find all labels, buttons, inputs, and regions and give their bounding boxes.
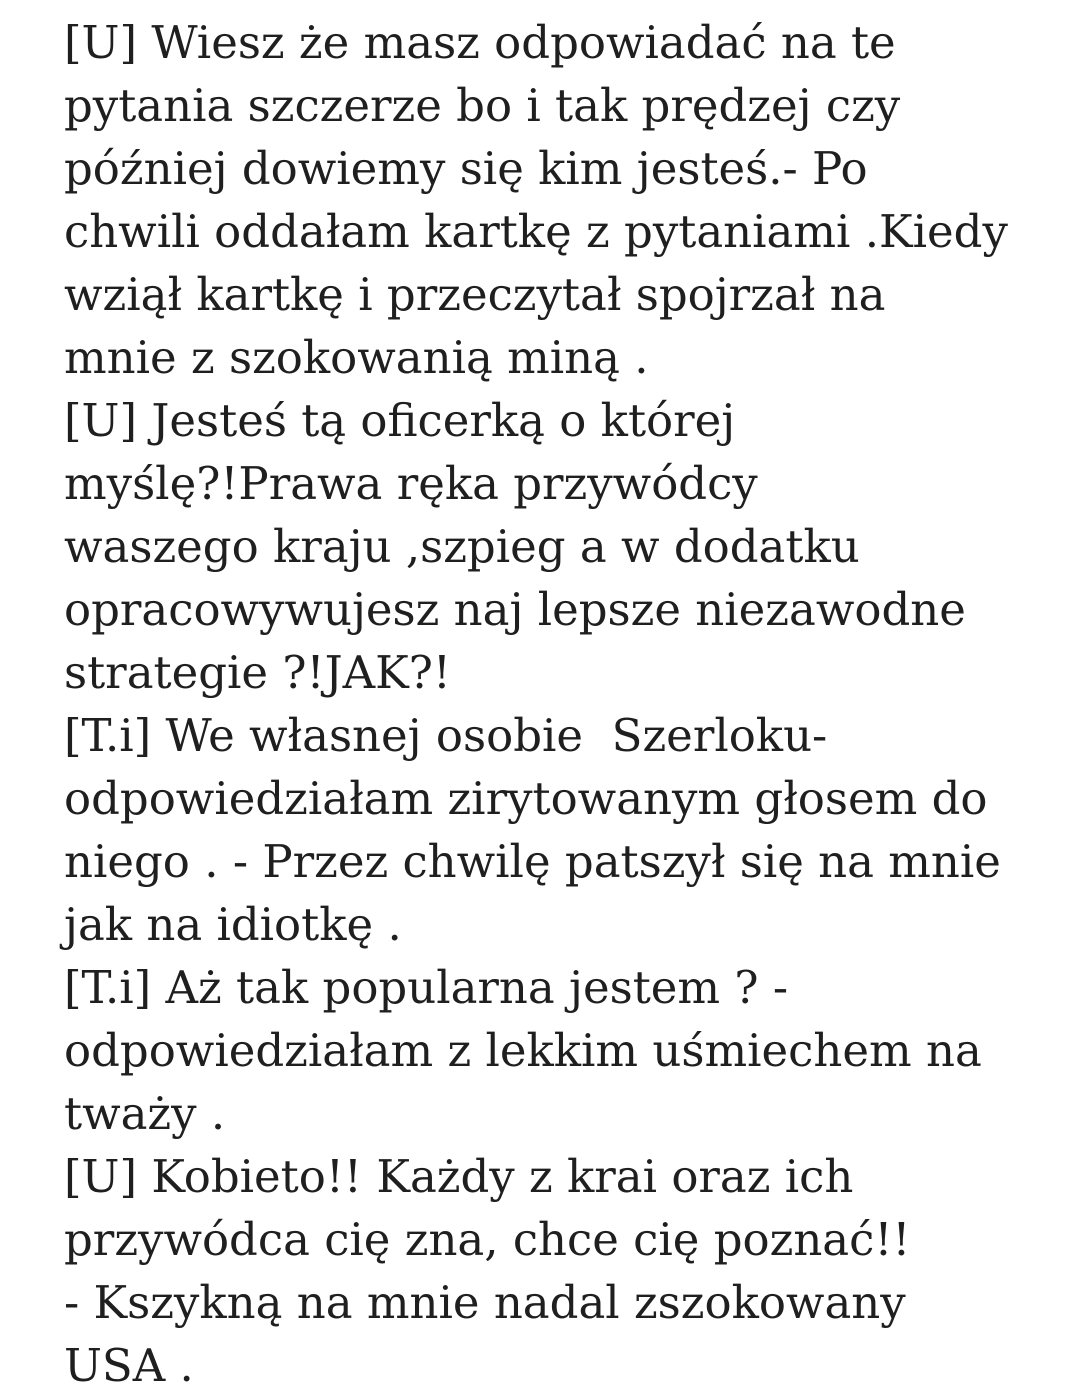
story-line: chwili oddałam kartkę z pytaniami .Kiedy [64,205,1008,258]
story-line: strategie ?!JAK?! [64,646,451,699]
story-line: myślę?!Prawa ręka przywódcy [64,457,758,510]
story-line: [U] Wiesz że masz odpowiadać na te [64,16,896,69]
story-line: odpowiedziałam z lekkim uśmiechem na [64,1024,982,1077]
story-line: [U] Jesteś tą oficerką o której [64,394,736,447]
story-line: [T.i] We własnej osobie Szerloku- [64,709,828,762]
story-line: - Kszykną na mnie nadal zszokowany [64,1276,906,1329]
story-line: później dowiemy się kim jesteś.- Po [64,142,868,195]
story-line: [U] Kobieto!! Każdy z krai oraz ich [64,1150,854,1203]
story-line: odpowiedziałam zirytowanym głosem do [64,772,988,825]
story-line: wziął kartkę i przeczytał spojrzał na [64,268,886,321]
story-line: waszego kraju ,szpieg a w dodatku [64,520,860,573]
story-line: jak na idiotkę . [64,898,402,951]
story-line: niego . - Przez chwilę patszył się na mnie [64,835,1001,888]
story-line: pytania szczerze bo i tak prędzej czy [64,79,901,132]
story-line: opracowywujesz naj lepsze niezawodne [64,583,966,636]
story-line: tważy . [64,1087,226,1140]
story-line: [T.i] Aż tak popularna jestem ? - [64,961,789,1014]
story-line: mnie z szokowanią miną . [64,331,649,384]
story-line: USA . [64,1339,194,1392]
story-text [64,11,1064,1397]
story-line: przywódca cię zna, chce cię poznać!! [64,1213,911,1266]
